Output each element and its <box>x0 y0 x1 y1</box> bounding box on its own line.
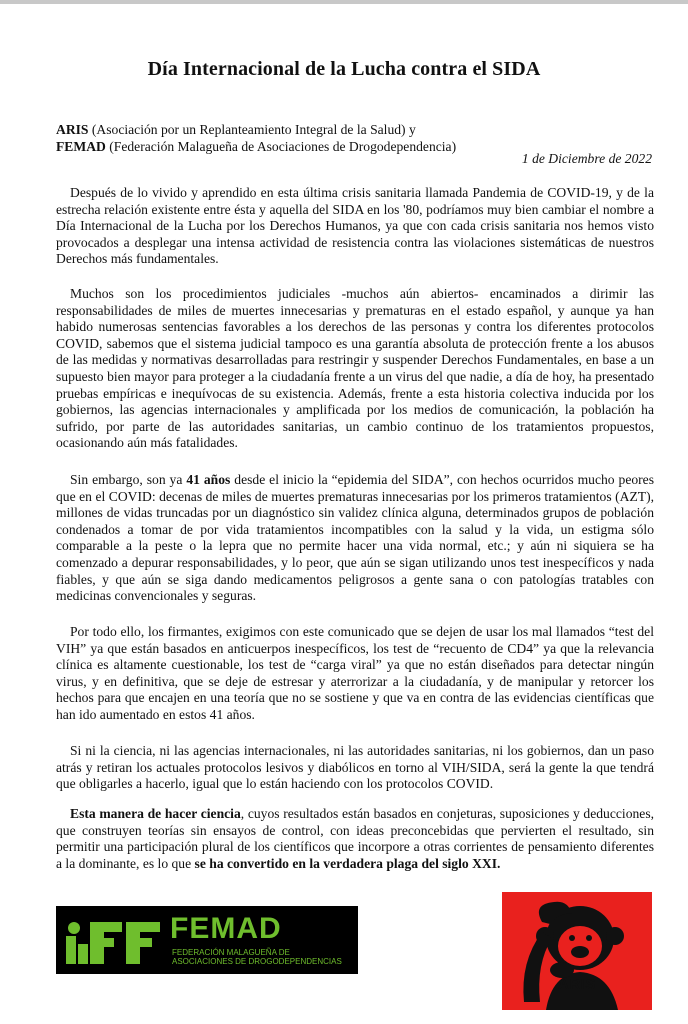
paragraph-2: Muchos son los procedimientos judiciales -muchos aún abiertos- encaminados a dirimir las responsabilidades de miles de muertes innecesarias y prematuras en el estado español, y aunque ya han habido numerosas sentencias favorables a los derechos de las personas y contra los diferentes protocolos COVID, sabemos que el sistema judicial tampoco es una garantía absoluta de protección frente a los abusos de las medidas y normativas desarrolladas para restringir y suspender Derechos Fundamentales, en base a un supuesto bien mayor para proteger a la ciudadanía frente a un virus del que nadie, a día de hoy, ha presentado pruebas empíricas e inequívocas de su existencia. Además, frente a esta historia colectiva inducida por los gobiernos, las agencias internacionales y amplificada por los medios de comunicación, la población ha sufrido, por parte de las autoridades sanitarias, un cambio continuo de los tratamientos propuestos, ocasionando aún más fatalidades. <box>56 286 654 451</box>
paragraph-5: Si ni la ciencia, ni las agencias internacionales, ni las autoridades sanitarias, ni los gobiernos, dan un paso atrás y retiran los actuales protocolos lesivos y diabólicos en torno al VIH/SIDA, será la gente la que tendrá que obligarles a hacerlo, igual que lo están haciendo con los protocolos COVID. <box>56 743 654 792</box>
femad-logo <box>56 906 358 974</box>
paragraph-6-lead: Esta manera de hacer ciencia <box>70 806 241 821</box>
paragraph-6-body: , cuyos resultados están basados en conjeturas, suposiciones y deducciones, que construyen teorías sin ensayos de control, con ideas preconcebidas que pervierten el resultado, sin permitir una participación plural de los científicos que incorpore a otras corrientes de pensamiento diferentes a la dominante, es lo que <box>56 806 655 871</box>
paragraph-6 <box>56 806 654 872</box>
org-fullname: (Asociación por un Replanteamiento Integral de la Salud) y <box>88 122 416 137</box>
top-border <box>0 0 688 4</box>
paragraph-1: Después de lo vivido y aprendido en esta última crisis sanitaria llamada Pandemia de COVID-19, y de la estrecha relación existente entre ésta y aquella del SIDA en los '80, podríamos muy bien cambiar el nombre a Día Internacional de la Lucha por los Derechos Humanos, ya que con cada crisis sanitaria nos hemos visto provocados a desplegar una intensa actividad de resistencia contra las violaciones sistemáticas de nuestros Derechos más fundamentales. <box>56 185 654 267</box>
org-acronym: FEMAD <box>56 139 106 154</box>
paragraph-3-start: Sin embargo, son ya <box>70 472 187 487</box>
paragraph-3-rest: desde el inicio la “epidemia del SIDA”, con hechos ocurridos mucho peores que en el COVID: decenas de miles de muertes prematuras innecesarias por los primeros tratamientos (AZT), millones de vidas truncadas por un diagnóstico sin validez clínica alguna, determinados grupos de población condenados a tomar de por vida tratamientos incompatibles con la salud y la vida, un estigma sólo comparable a la peste o la lepra que no permite hacer una vida normal, etc.; y aún ni siquiera se ha comenzado a depurar responsabilidades, y lo peor, que aún se sigan utilizando unos test inespecíficos y nada fiables, y que aún se siga dando medicamentos peligrosos a gente sana o con patologías tratables con medicinas convencionales y seguras. <box>56 472 654 604</box>
org-line-aris <box>56 121 416 139</box>
org-acronym: ARIS <box>56 122 89 137</box>
org-line-femad <box>56 138 456 156</box>
document-date: 1 de Diciembre de 2022 <box>521 151 652 166</box>
document-title: Día Internacional de la Lucha contra el SIDA <box>147 58 541 80</box>
paragraph-3 <box>56 472 654 605</box>
femad-name: FEMAD <box>170 912 282 945</box>
aris-name: ARIS <box>558 976 596 993</box>
paragraph-3-highlight: 41 años <box>186 472 231 487</box>
femad-mark-icon <box>64 916 164 966</box>
femad-subtitle: FEDERACIÓN MALAGUEÑA DE ASOCIACIONES DE DROGODEPENDENCIAS <box>172 948 342 966</box>
paragraph-6-conclusion: se ha convertido en la verdadera plaga del siglo XXI. <box>194 855 501 871</box>
org-fullname: (Federación Malagueña de Asociaciones de Drogodependencia) <box>105 139 457 154</box>
aris-logo <box>502 892 652 1010</box>
paragraph-4: Por todo ello, los firmantes, exigimos con este comunicado que se dejen de usar los mal llamados “test del VIH” ya que están basados en anticuerpos inespecíficos, los test de “recuento de CD4” ya que la relevancia clínica es altamente cuestionable, los test de “carga viral” ya que no están diseñados para detectar ningún virus, y en definitiva, que se deje de estresar y aterrorizar a la ciudadanía, y de manipular y retorcer los hechos para que encajen en una teoría que no se sostiene y que va en contra de las evidencias científicas que han ido aumentado en estos 41 años. <box>56 624 654 722</box>
